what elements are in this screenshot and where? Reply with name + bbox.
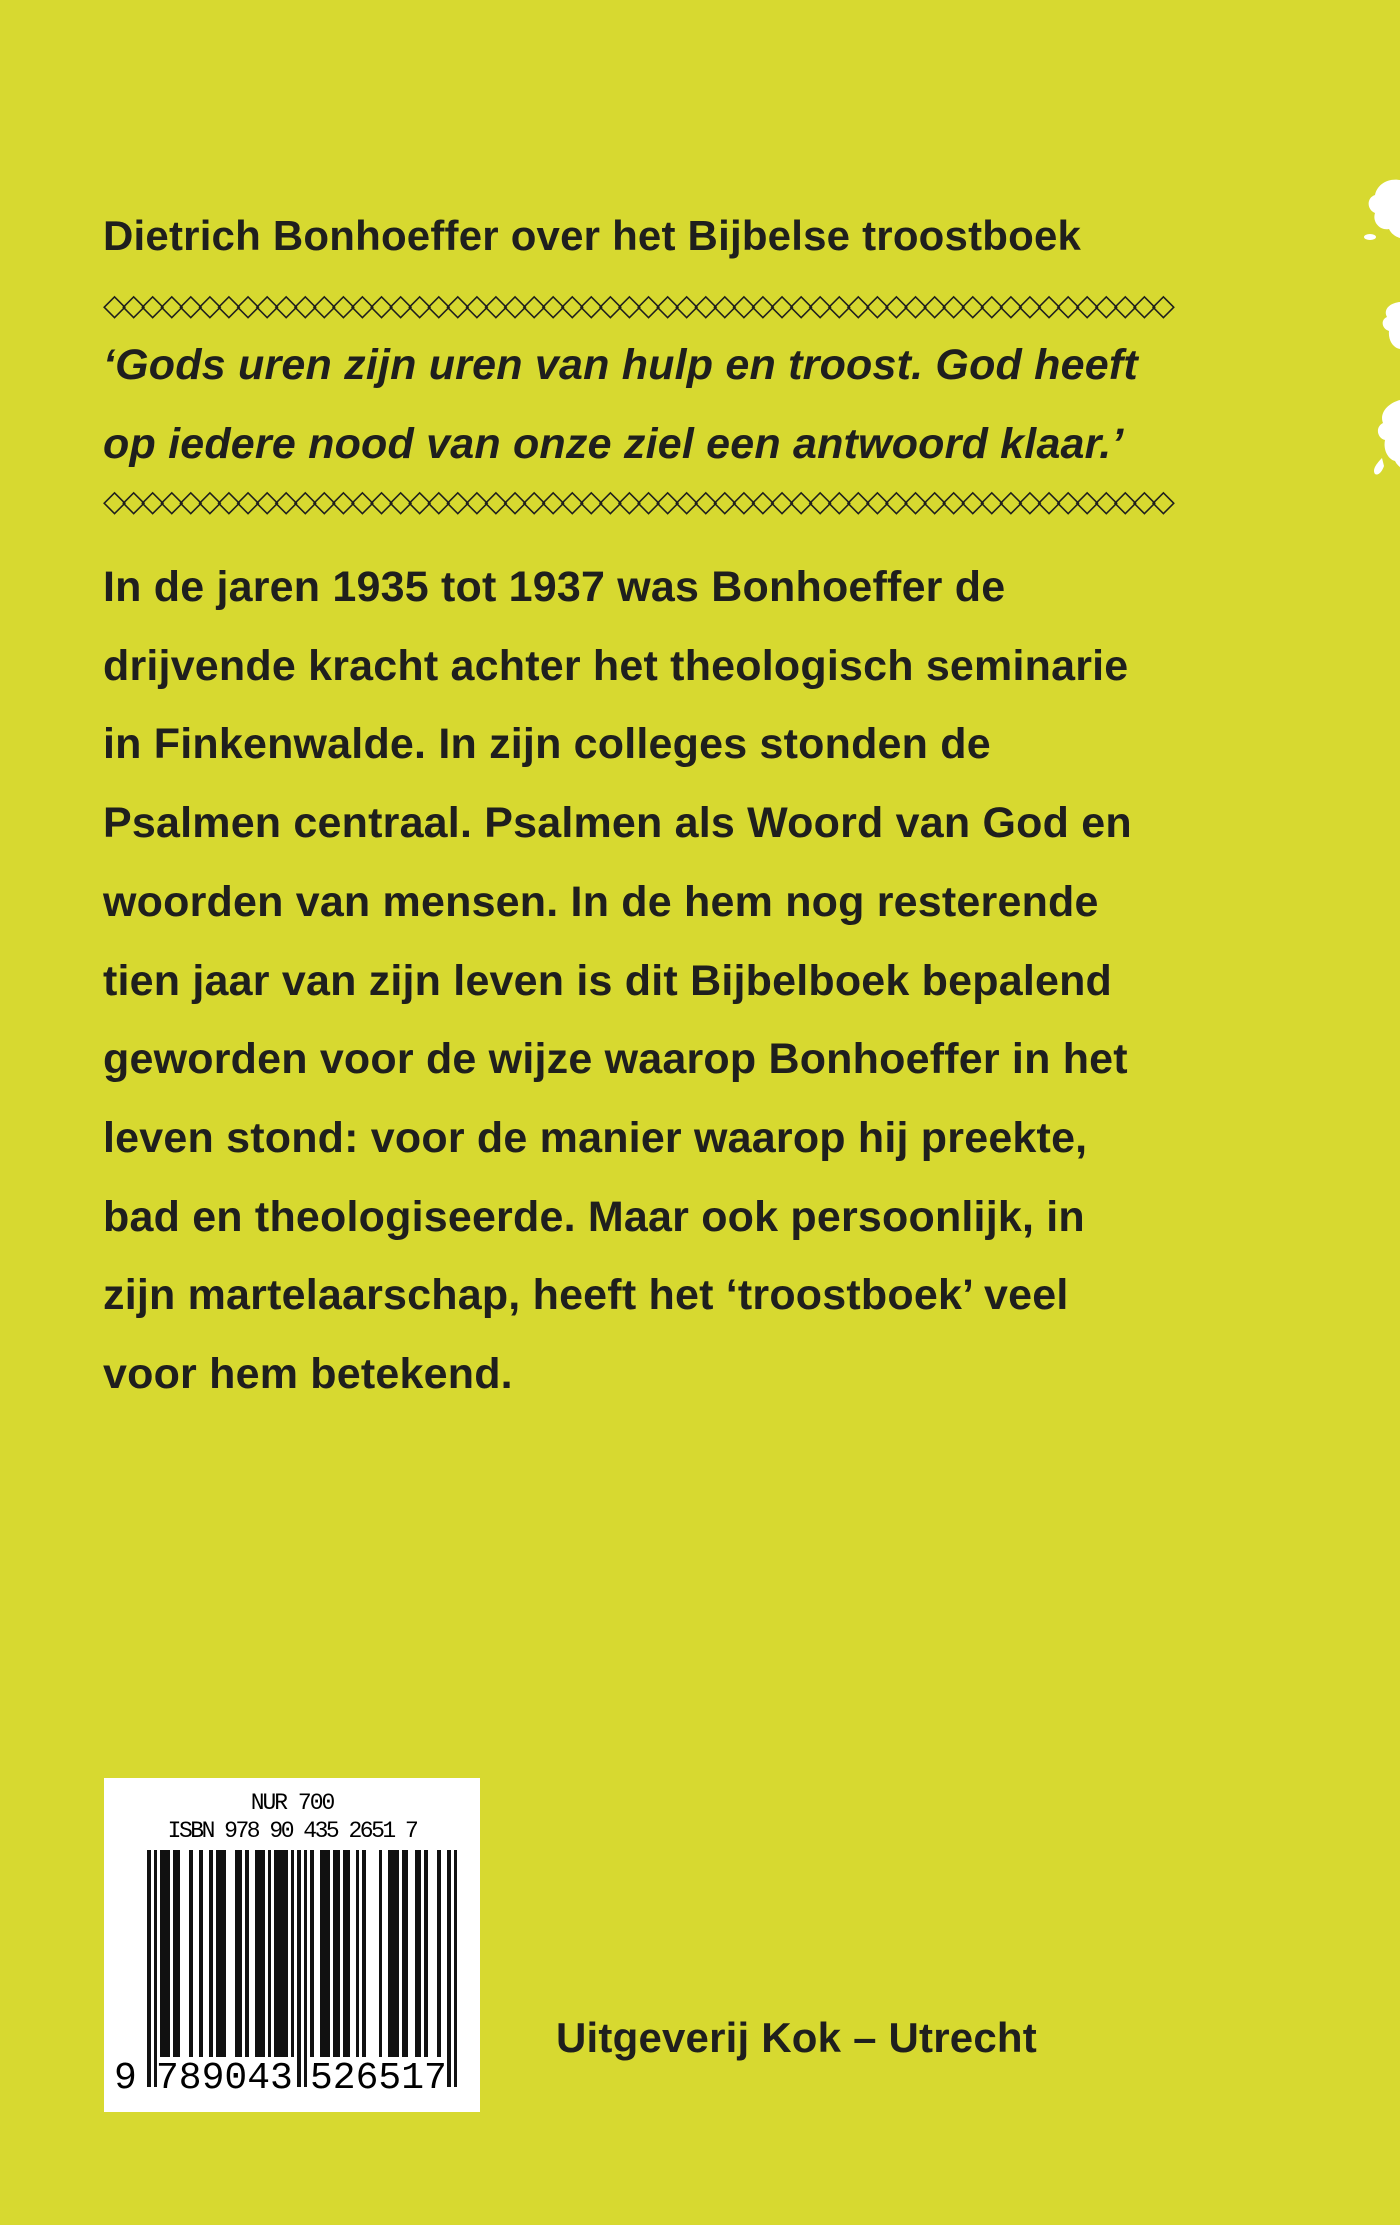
blurb-line: zijn martelaarschap, heeft het ‘troostboek’ veel — [103, 1271, 1069, 1320]
cover-heading: Dietrich Bonhoeffer over het Bijbelse troostboek — [103, 212, 1082, 259]
ornament-divider-bottom: ◇◇◇◇◇◇◇◇◇◇◇◇◇◇◇◇◇◇◇◇◇◇◇◇◇◇◇◇◇◇◇◇◇◇◇◇◇◇◇◇◇◇◇◇◇◇◇◇◇◇◇◇◇◇◇◇ — [103, 484, 1171, 519]
barcode-digits — [104, 2058, 480, 2102]
nur-code: NUR 700 — [250, 1790, 334, 1816]
blurb-line: drijvende kracht achter het theologisch seminarie — [103, 641, 1129, 690]
blurb-line: tien jaar van zijn leven is dit Bijbelboek bepalend — [103, 956, 1113, 1005]
blurb-line: leven stond: voor de manier waarop hij preekte, — [103, 1113, 1088, 1162]
blurb-line: bad en theologiseerde. Maar ook persoonlijk, in — [103, 1192, 1085, 1241]
isbn-number: ISBN 978 90 435 2651 7 — [167, 1818, 417, 1844]
barcode-digits-right: 526517 — [310, 2057, 447, 2100]
blurb-line: In de jaren 1935 tot 1937 was Bonhoeffer de — [103, 563, 1006, 611]
blurb-line: in Finkenwalde. In zijn colleges stonden de — [103, 720, 991, 769]
barcode — [147, 1850, 457, 2087]
barcode-digit-lead: 9 — [114, 2057, 137, 2100]
blurb-line: Psalmen centraal. Psalmen als Woord van God en — [103, 799, 1132, 848]
blurb-line: geworden voor de wijze waarop Bonhoeffer in het — [103, 1035, 1128, 1084]
quote-line: ‘Gods uren zijn uren van hulp en troost. God heeft — [103, 341, 1138, 389]
barcode-panel — [104, 1778, 480, 2112]
quote-line: op iedere nood van onze ziel een antwoord klaar.’ — [103, 420, 1124, 468]
blurb-line: woorden van mensen. In de hem nog resterende — [103, 877, 1099, 926]
cover-quote — [103, 326, 1138, 484]
publisher-imprint: Uitgeverij Kok – Utrecht — [556, 2014, 1037, 2061]
ornament-divider-top: ◇◇◇◇◇◇◇◇◇◇◇◇◇◇◇◇◇◇◇◇◇◇◇◇◇◇◇◇◇◇◇◇◇◇◇◇◇◇◇◇◇◇◇◇◇◇◇◇◇◇◇◇◇◇◇◇ — [103, 288, 1171, 323]
back-cover-blurb — [103, 548, 1132, 1414]
barcode-digits-left: 789043 — [156, 2057, 293, 2100]
blurb-line: voor hem betekend. — [103, 1350, 513, 1399]
edge-cutout-graphic — [1354, 176, 1400, 476]
